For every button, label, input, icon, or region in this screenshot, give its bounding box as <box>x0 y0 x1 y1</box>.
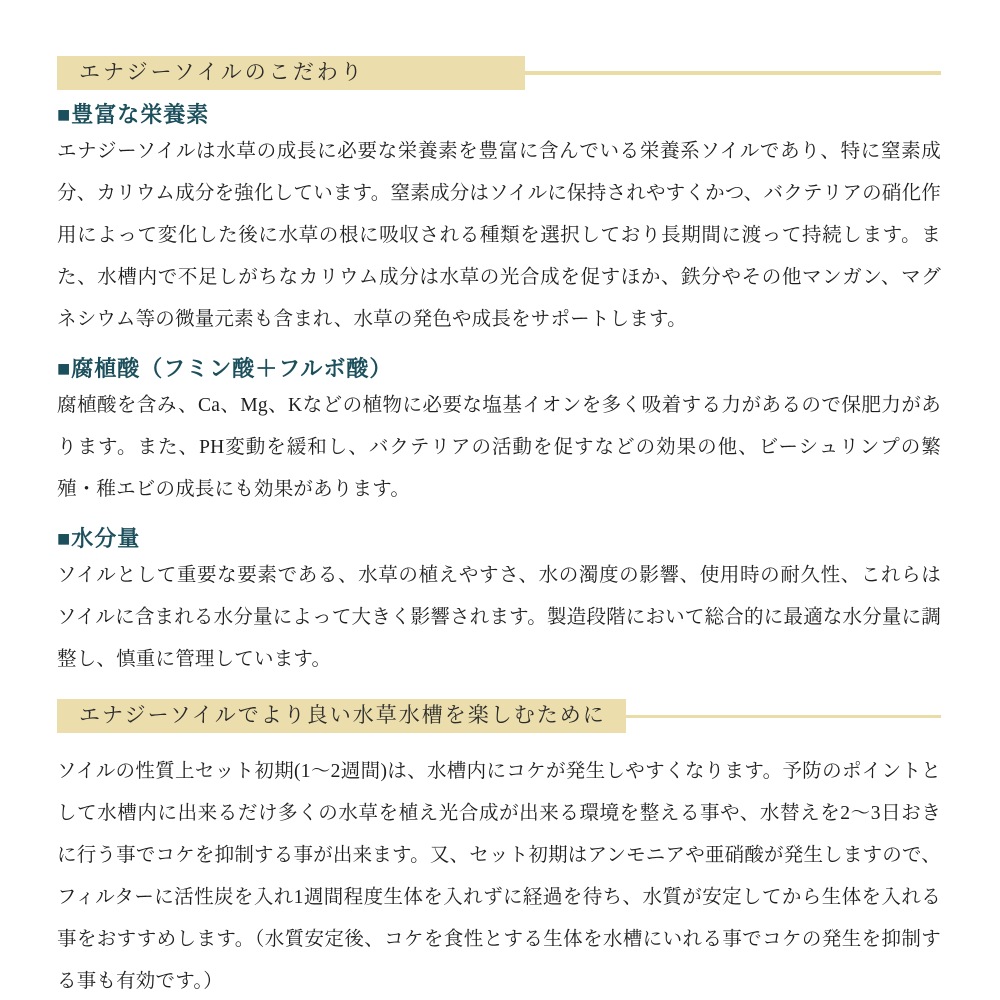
heading-moisture: ■水分量 <box>57 526 141 551</box>
paragraph-nutrients: エナジーソイルは水草の成長に必要な栄養素を豊富に含んでいる栄養系ソイルであり、特に窒素成分、カリウム成分を強化しています。窒素成分はソイルに保持されやすくかつ、バクテリアの硝化作用によって変化した後に水草の根に吸収される種類を選択しており長期間に渡って持続します。また、水槽内で不足しがちなカリウム成分は水草の光合成を促すほか、鉄分やその他マンガン、マグネシウム等の微量元素も含まれ、水草の発色や成長をサポートします。 <box>57 141 941 330</box>
section-banner-tips <box>57 699 941 733</box>
features-banner-rule <box>525 71 941 75</box>
paragraph-humic-acid: 腐植酸を含み、Ca、Mg、Kなどの植物に必要な塩基イオンを多く吸着する力があるので保肥力があります。また、PH変動を緩和し、バクテリアの活動を促すなどの効果の他、ビーシュリンプの繁殖・稚エビの成長にも効果があります。 <box>57 395 941 500</box>
tips-banner-title: エナジーソイルでより良い水草水槽を楽しむために <box>79 703 606 727</box>
tips-banner-rule <box>626 715 941 718</box>
paragraph-tips: ソイルの性質上セット初期(1～2週間)は、水槽内にコケが発生しやすくなります。予防のポイントとして水槽内に出来るだけ多くの水草を植え光合成が出来る環境を整える事や、水替えを2～3日おきに行う事でコケを抑制する事が出来ます。又、セット初期はアンモニアや亜硝酸が発生しますので、フィルターに活性炭を入れ1週間程度生体を入れずに経過を待ち、水質が安定してから生体を入れる事をおすすめします。（水質安定後、コケを食性とする生体を水槽にいれる事でコケの発生を抑制する事も有効です。） <box>57 761 941 992</box>
paragraph-moisture: ソイルとして重要な要素である、水草の植えやすさ、水の濁度の影響、使用時の耐久性、これらはソイルに含まれる水分量によって大きく影響されます。製造段階において総合的に最適な水分量に調整し、慎重に管理しています。 <box>57 565 941 670</box>
heading-humic-acid: ■腐植酸（フミン酸＋フルボ酸） <box>57 356 393 381</box>
features-banner-title: エナジーソイルのこだわり <box>79 60 365 84</box>
tips-banner-box <box>57 699 626 733</box>
section-banner-features <box>57 0 941 90</box>
heading-nutrients: ■豊富な栄養素 <box>57 102 210 127</box>
features-banner-box <box>57 56 525 90</box>
